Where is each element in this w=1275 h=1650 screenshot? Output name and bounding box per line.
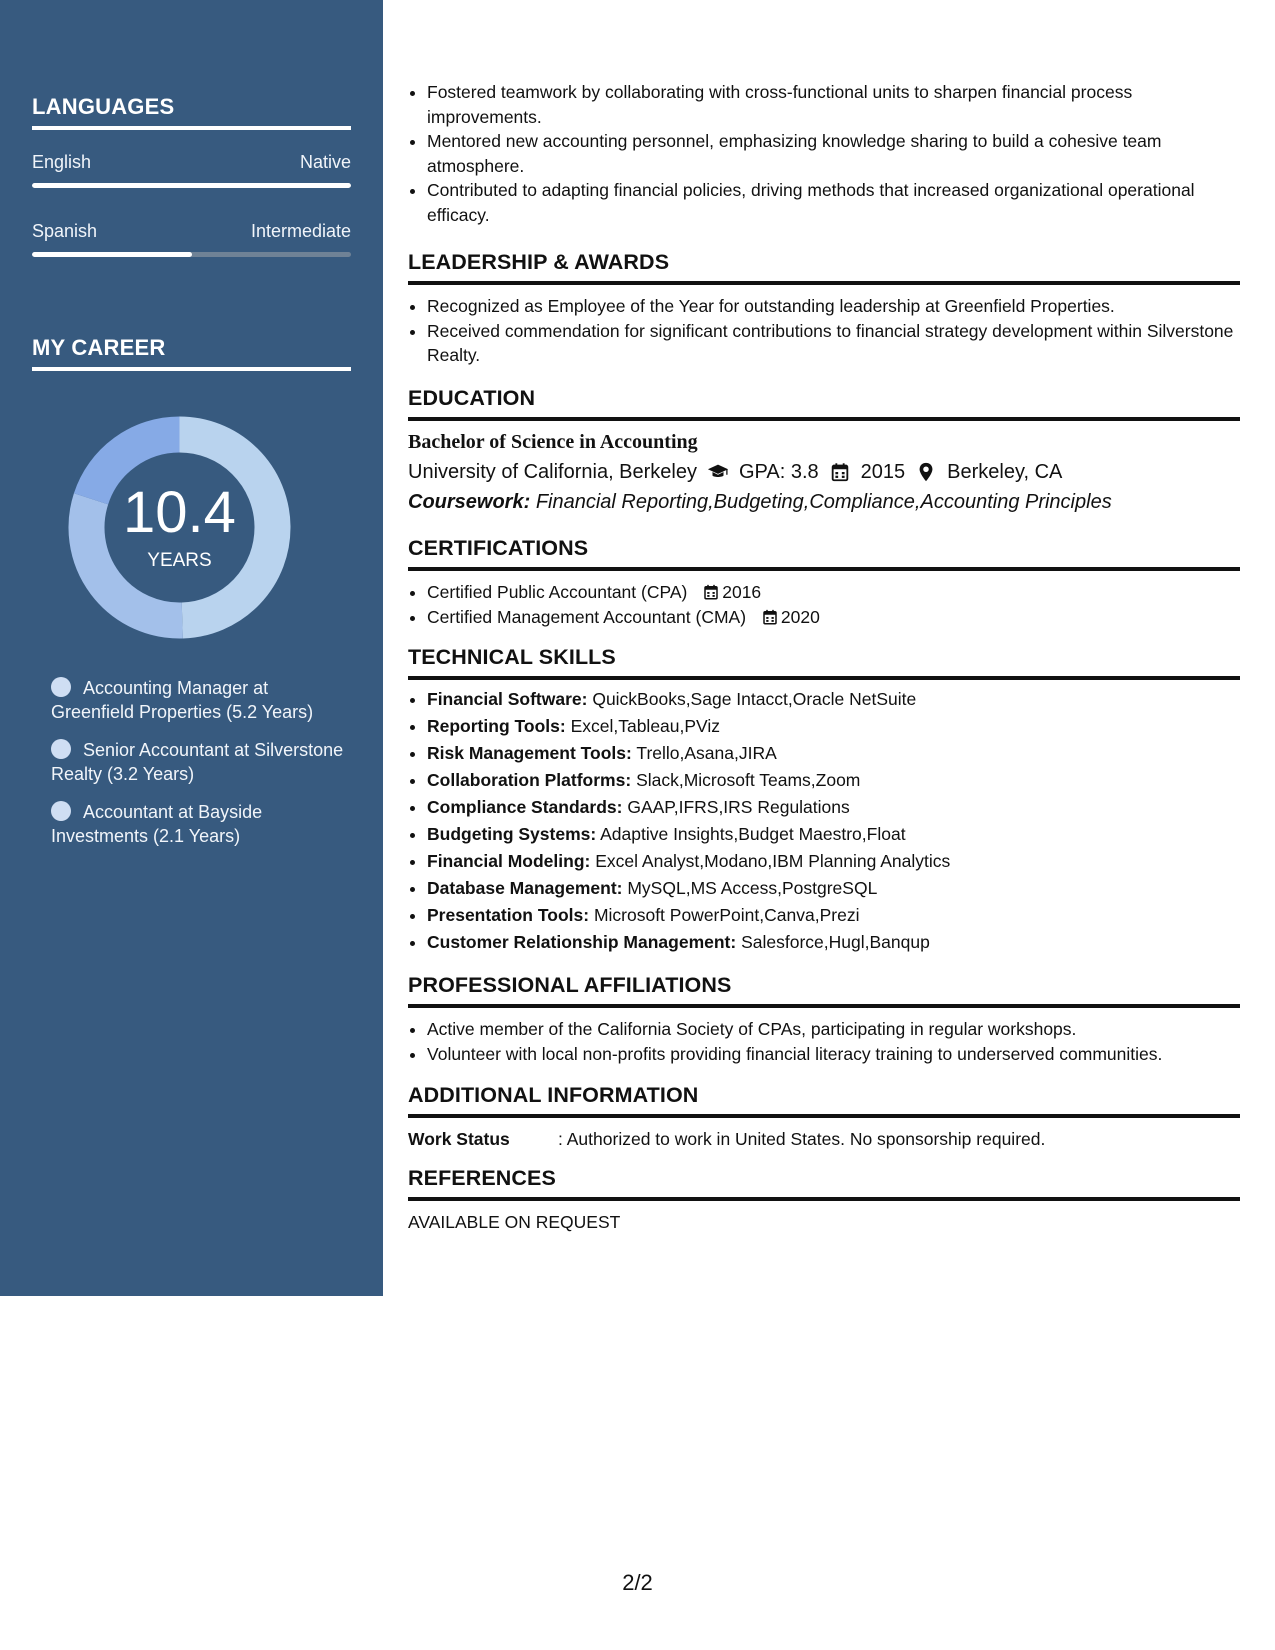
list-item: • Received commendation for significant contributions to financial strategy development within Silverstone Realty. — [427, 319, 1240, 368]
skill-label: Customer Relationship Management: — [427, 932, 737, 952]
language-bar-fill — [32, 252, 192, 257]
references-section — [408, 1166, 1240, 1234]
career-item-text: Accounting Manager at Greenfield Properties (5.2 Years) — [51, 678, 314, 722]
coursework-list: Financial Reporting,Budgeting,Compliance,Accounting Principles — [535, 491, 1112, 513]
list-item: • Mentored new accounting personnel, emphasizing knowledge sharing to build a cohesive team atmosphere. — [427, 129, 1240, 178]
page-number: 2/2 — [622, 1570, 653, 1595]
language-row-english — [32, 152, 351, 173]
language-bar-fill — [32, 183, 351, 188]
calendar-icon — [702, 583, 720, 601]
education-details — [408, 457, 1240, 487]
leadership-section — [408, 250, 1240, 368]
languages-heading: LANGUAGES — [32, 94, 351, 130]
skill-label: Compliance Standards: — [427, 797, 623, 817]
education-location: Berkeley, CA — [947, 461, 1063, 483]
skill-value: Slack,Microsoft Teams,Zoom — [636, 770, 861, 790]
graduation-year: 2015 — [860, 461, 906, 483]
skill-value: MySQL,MS Access,PostgreSQL — [627, 878, 878, 898]
skill-value: Microsoft PowerPoint,Canva,Prezi — [593, 905, 860, 925]
additional-info-section — [408, 1083, 1240, 1151]
career-item — [51, 676, 351, 724]
location-pin-icon — [915, 461, 937, 483]
career-dot-icon — [51, 677, 71, 697]
skill-item — [427, 686, 1240, 713]
section-title: LEADERSHIP & AWARDS — [408, 250, 1240, 285]
list-item: • Volunteer with local non-profits providing financial literacy training to underserved communities. — [427, 1042, 1240, 1067]
coursework — [408, 487, 1240, 517]
career-item — [51, 800, 351, 848]
certification-name: Certified Public Accountant (CPA) — [427, 582, 688, 602]
skill-label: Financial Modeling: — [427, 851, 591, 871]
work-status-label: Work Status — [408, 1129, 510, 1149]
skill-value: Salesforce,Hugl,Banqup — [741, 932, 930, 952]
sidebar — [0, 0, 383, 1296]
career-dot-icon — [51, 739, 71, 759]
experience-continued — [408, 80, 1240, 227]
skill-label: Risk Management Tools: — [427, 743, 632, 763]
school-name: University of California, Berkeley — [408, 461, 697, 483]
graduation-cap-icon — [707, 461, 729, 483]
skill-item — [427, 929, 1240, 956]
skill-item — [427, 767, 1240, 794]
list-item: • Active member of the California Society of CPAs, participating in regular workshops. — [427, 1017, 1240, 1042]
section-title: PROFESSIONAL AFFILIATIONS — [408, 973, 1240, 1008]
skill-value: GAAP,IFRS,IRS Regulations — [627, 797, 850, 817]
calendar-icon — [829, 461, 851, 483]
skill-value: Trello,Asana,JIRA — [636, 743, 777, 763]
language-level: Native — [299, 152, 351, 172]
skill-item — [427, 794, 1240, 821]
list-item: • Recognized as Employee of the Year for outstanding leadership at Greenfield Properties. — [427, 294, 1240, 319]
affiliations-section — [408, 973, 1240, 1066]
section-title: ADDITIONAL INFORMATION — [408, 1083, 1240, 1118]
skill-item — [427, 875, 1240, 902]
section-title: TECHNICAL SKILLS — [408, 645, 1240, 680]
section-title: CERTIFICATIONS — [408, 536, 1240, 571]
certification-year: 2016 — [722, 582, 762, 602]
career-item-text: Senior Accountant at Silverstone Realty (3.2 Years) — [51, 740, 344, 784]
language-name: Spanish — [32, 221, 98, 241]
skill-value: Excel Analyst,Modano,IBM Planning Analytics — [595, 851, 951, 871]
coursework-label: Coursework: — [408, 491, 531, 513]
skill-item — [427, 848, 1240, 875]
skill-label: Financial Software: — [427, 689, 588, 709]
skill-item — [427, 740, 1240, 767]
skill-label: Budgeting Systems: — [427, 824, 597, 844]
skill-label: Database Management: — [427, 878, 623, 898]
skill-value: Excel,Tableau,PViz — [570, 716, 721, 736]
skill-item — [427, 821, 1240, 848]
career-total — [67, 415, 292, 640]
certification-item — [427, 580, 1240, 605]
language-name: English — [32, 152, 92, 172]
technical-skills-section — [408, 645, 1240, 956]
skill-label: Reporting Tools: — [427, 716, 566, 736]
language-row-spanish — [32, 221, 351, 242]
skill-item — [427, 713, 1240, 740]
certification-year: 2020 — [780, 606, 820, 627]
section-title: EDUCATION — [408, 386, 1240, 421]
certification-item — [427, 605, 1240, 630]
career-item-text: Accountant at Bayside Investments (2.1 Years) — [51, 802, 263, 846]
skill-value: Adaptive Insights,Budget Maestro,Float — [600, 824, 906, 844]
certification-name: Certified Management Accountant (CMA) — [427, 606, 747, 627]
calendar-icon — [761, 608, 779, 626]
education-section — [408, 386, 1240, 517]
gpa: GPA: 3.8 — [739, 461, 819, 483]
career-item — [51, 738, 351, 786]
skill-value: QuickBooks,Sage Intacct,Oracle NetSuite — [592, 689, 917, 709]
skill-label: Collaboration Platforms: — [427, 770, 632, 790]
certifications-section — [408, 536, 1240, 629]
degree-title: Bachelor of Science in Accounting — [408, 431, 698, 453]
skill-label: Presentation Tools: — [427, 905, 590, 925]
work-status-value: : Authorized to work in United States. No sponsorship required. — [558, 1129, 1046, 1149]
language-bar-spanish — [32, 252, 351, 257]
list-item: • Contributed to adapting financial policies, driving methods that increased organizational operational efficacy. — [427, 178, 1240, 227]
career-dot-icon — [51, 801, 71, 821]
work-status-row — [408, 1127, 1240, 1151]
career-heading: MY CAREER — [32, 335, 351, 371]
career-total-unit: YEARS — [147, 549, 212, 571]
section-title: REFERENCES — [408, 1166, 1240, 1201]
career-total-value: 10.4 — [123, 479, 236, 545]
list-item: • Fostered teamwork by collaborating with cross-functional units to sharpen financial process improvements. — [427, 80, 1240, 129]
skill-item — [427, 902, 1240, 929]
references-text: AVAILABLE ON REQUEST — [408, 1212, 621, 1232]
language-level: Intermediate — [250, 221, 351, 241]
language-bar-english — [32, 183, 351, 188]
